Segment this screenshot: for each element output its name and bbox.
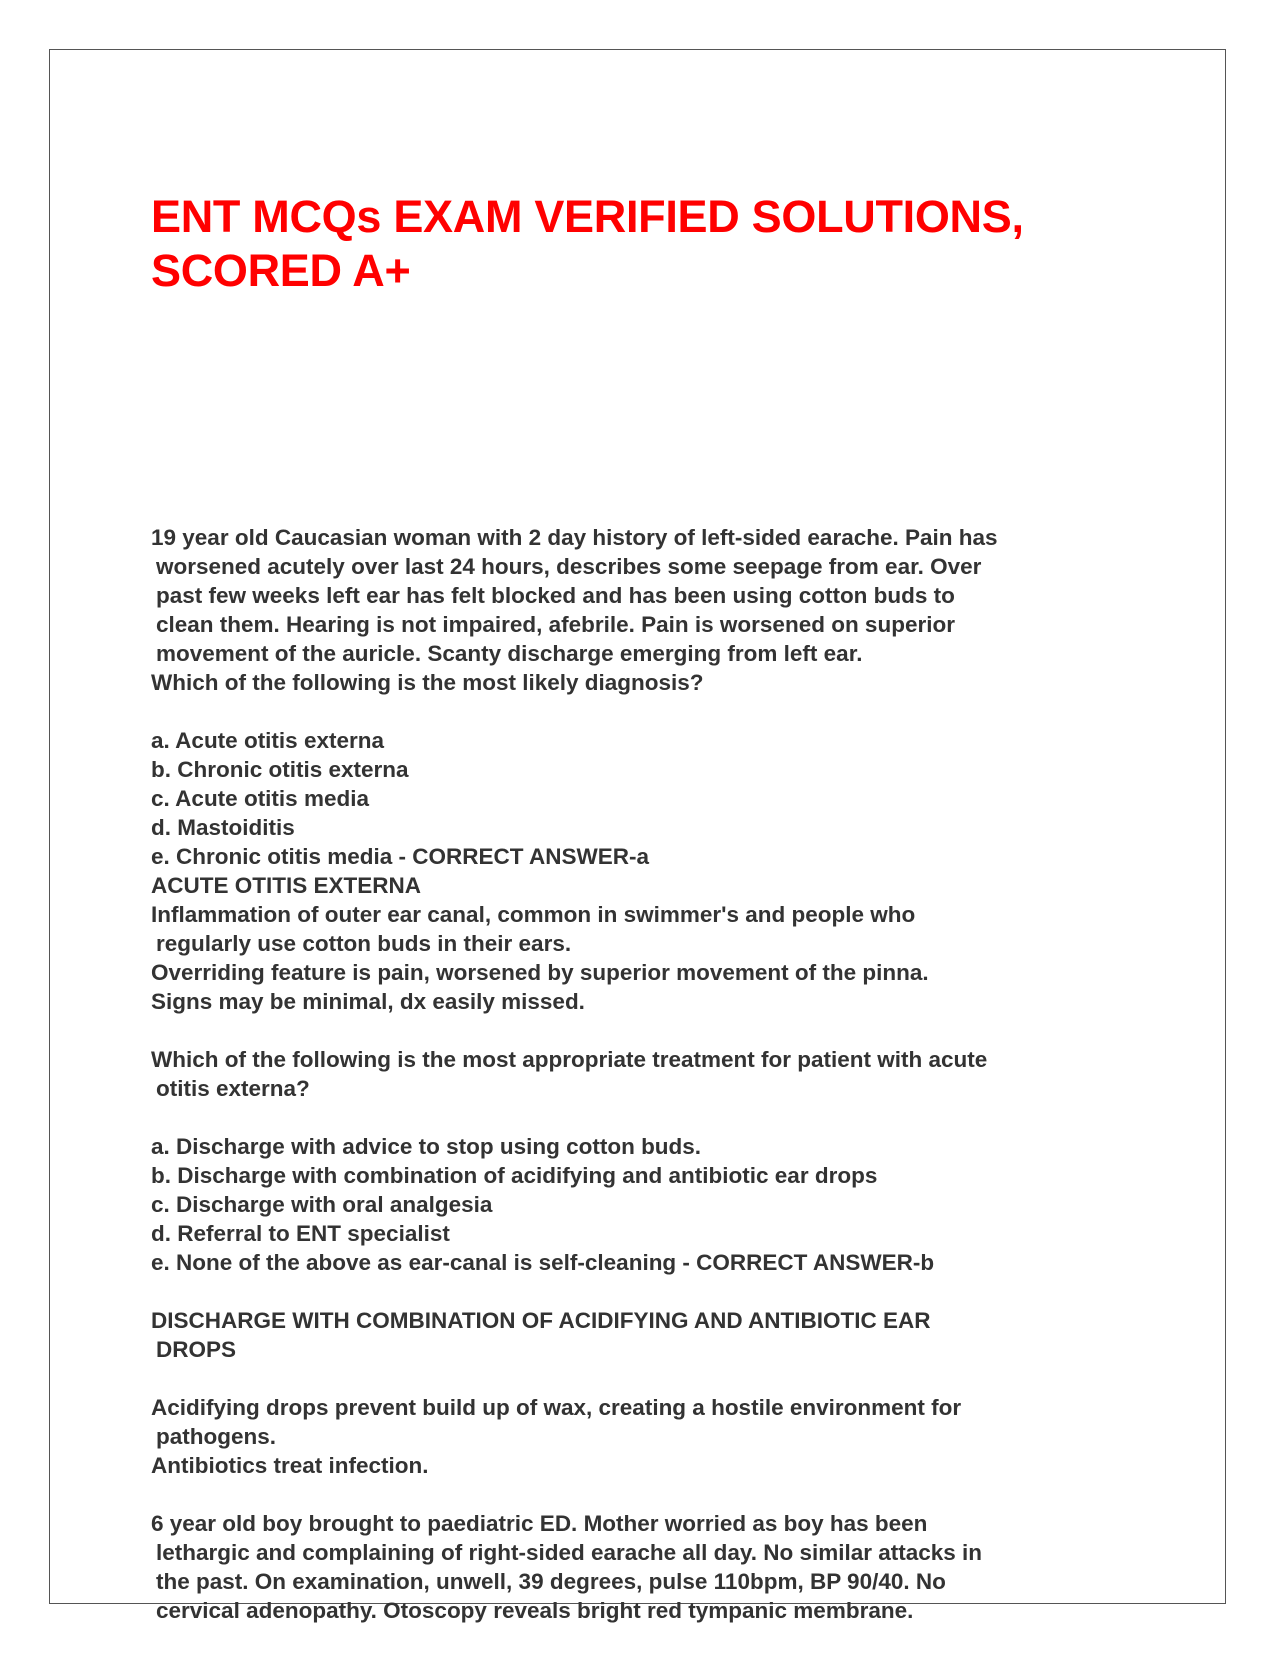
answer-heading: DROPS: [156, 1337, 237, 1362]
explanation-line: Signs may be minimal, dx easily missed.: [151, 989, 585, 1014]
question-stem-line: movement of the auricle. Scanty discharge emerging from left ear.: [156, 641, 863, 666]
question-stem-line: the past. On examination, unwell, 39 degrees, pulse 110bpm, BP 90/40. No: [156, 1569, 946, 1594]
question-stem-line: otitis externa?: [156, 1076, 310, 1101]
question-stem-line: Which of the following is the most appropriate treatment for patient with acute: [151, 1047, 988, 1072]
question-stem-line: cervical adenopathy. Otoscopy reveals bright red tympanic membrane.: [156, 1598, 914, 1623]
title-line-1: ENT MCQs EXAM VERIFIED SOLUTIONS,: [151, 191, 1024, 242]
question-1: [151, 523, 1151, 1016]
document-title: [151, 190, 1191, 298]
answer-option: c. Acute otitis media: [151, 786, 369, 811]
answer-option: a. Acute otitis externa: [151, 728, 384, 753]
question-stem-line: past few weeks left ear has felt blocked and has been using cotton buds to: [156, 583, 955, 608]
explanation-line: Inflammation of outer ear canal, common in swimmer's and people who: [151, 902, 916, 927]
explanation-line: pathogens.: [156, 1424, 277, 1449]
answer-option: b. Chronic otitis externa: [151, 757, 409, 782]
document-body: [151, 523, 1151, 1625]
title-line-2: SCORED A+: [151, 245, 411, 296]
answer-option: c. Discharge with oral analgesia: [151, 1192, 493, 1217]
question-stem-line: clean them. Hearing is not impaired, afebrile. Pain is worsened on superior: [156, 612, 955, 637]
answer-option: d. Referral to ENT specialist: [151, 1221, 450, 1246]
explanation-line: Overriding feature is pain, worsened by superior movement of the pinna.: [151, 960, 929, 985]
question-stem-line: 19 year old Caucasian woman with 2 day history of left-sided earache. Pain has: [151, 525, 998, 550]
answer-option: a. Discharge with advice to stop using cotton buds.: [151, 1134, 702, 1159]
answer-option: d. Mastoiditis: [151, 815, 295, 840]
question-stem-line: worsened acutely over last 24 hours, describes some seepage from ear. Over: [156, 554, 982, 579]
answer-option: b. Discharge with combination of acidifying and antibiotic ear drops: [151, 1163, 878, 1188]
question-prompt: Which of the following is the most likely diagnosis?: [151, 670, 704, 695]
question-stem-line: lethargic and complaining of right-sided earache all day. No similar attacks in: [156, 1540, 983, 1565]
explanation-line: regularly use cotton buds in their ears.: [156, 931, 572, 956]
question-3: [151, 1509, 1151, 1625]
answer-heading: DISCHARGE WITH COMBINATION OF ACIDIFYING AND ANTIBIOTIC EAR: [151, 1308, 931, 1333]
answer-option: e. None of the above as ear-canal is self-cleaning - CORRECT ANSWER-b: [151, 1250, 935, 1275]
answer-heading: ACUTE OTITIS EXTERNA: [151, 873, 422, 898]
question-stem-line: 6 year old boy brought to paediatric ED. Mother worried as boy has been: [151, 1511, 928, 1536]
explanation-line: Acidifying drops prevent build up of wax, creating a hostile environment for: [151, 1395, 962, 1420]
answer-option: e. Chronic otitis media - CORRECT ANSWER-a: [151, 844, 649, 869]
question-2: [151, 1045, 1151, 1480]
explanation-line: Antibiotics treat infection.: [151, 1453, 429, 1478]
